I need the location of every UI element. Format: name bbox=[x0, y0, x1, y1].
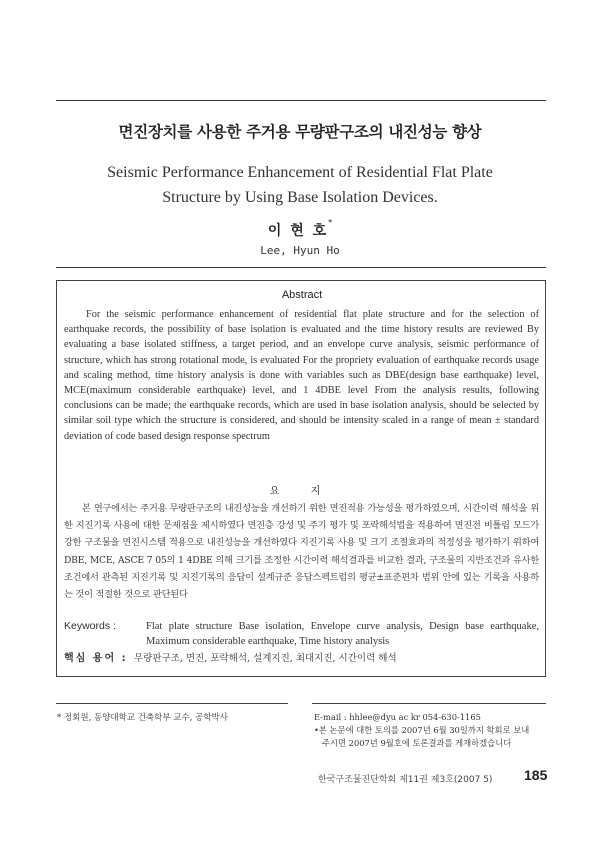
keywords-label: Keywords : bbox=[64, 620, 116, 632]
english-title-line1: Seismic Performance Enhancement of Residential Flat Plate bbox=[107, 164, 493, 181]
english-title-line2: Structure by Using Base Isolation Devices. bbox=[162, 189, 438, 206]
top-rule bbox=[56, 100, 546, 101]
author-korean bbox=[0, 220, 600, 240]
title-bottom-rule bbox=[56, 267, 546, 268]
korean-summary-body: 본 연구에서는 주거용 무량판구조의 내진성능을 개선하기 위한 면진적용 가능성을 평가하였으며, 시간이력 해석을 위한 지진기록 사용에 대한 문제점을 제시하였다 면진층 강성 및 주기 평가 및 포락해석법을 적용하여 면진전 비틀림 모드가 강한 구조물을 면진시스템 적용으로 내진성능을 개선하였다 지진기록 사용 및 크기 조절효과의 적정성을 평가하기 위하여 DBE, MCE, ASCE 7 05의 1 4DBE 의해 크기를 조정한 시간이력 해석결과를 비교한 결과, 구조물의 지반조건과 유사한 조건에서 관측된 지진기록 및 지진기록의 응답이 설계규준 응답스펙트럼의 평균±표준편차 범위 안에 있는 기록을 사용하는 것이 적절한 것으로 판단된다 bbox=[64, 503, 539, 601]
footnote-contact bbox=[314, 711, 550, 750]
page-number: 185 bbox=[524, 767, 548, 783]
footnote-note-line2: 주시면 2007년 9월호에 토론결과를 게재하겠습니다 bbox=[322, 738, 512, 748]
korean-keywords-row bbox=[64, 651, 539, 666]
korean-keywords-label: 핵심 용어 : bbox=[64, 653, 128, 664]
footnote-affiliation: * 정회원, 동양대학교 건축학부 교수, 공학박사 bbox=[57, 713, 228, 723]
korean-keywords-value: 무량판구조, 면진, 포락해석, 설계지진, 최대지진, 시간이력 해석 bbox=[134, 653, 397, 664]
korean-summary-heading: 요 지 bbox=[269, 486, 335, 497]
english-title bbox=[0, 160, 600, 210]
keywords-value: Flat plate structure Base isolation, Envelope curve analysis, Design base earthquake, Maximum considerable earthquake, Time history analysis bbox=[146, 621, 539, 647]
author-korean-name: 이 현 호 bbox=[267, 223, 329, 239]
author-english: Lee, Hyun Ho bbox=[260, 244, 340, 257]
korean-summary-text bbox=[64, 500, 539, 603]
keywords-row bbox=[64, 619, 539, 649]
abstract-heading: Abstract bbox=[281, 289, 323, 301]
abstract-text bbox=[64, 307, 539, 444]
footnote-email: E-mail : hhlee@dyu ac kr 054-630-1165 bbox=[314, 712, 481, 722]
korean-title: 면진장치를 사용한 주거용 무량판구조의 내진성능 향상 bbox=[118, 123, 482, 141]
abstract-body: For the seismic performance enhancement of residential flat plate structure and for the selection of earthquake records, the possibility of base isolation is evaluated and the time history results are reviewed By evaluating a base isolated stiffness, a target period, and an envelope curve analysis, seismic performance of structure, which has strong rotational mode, is evaluated For the propriety evaluation of earthquake records usage and scaling method, time history analysis is done with variables such as DBE(design base earthquake) level, MCE(maximum considerable earthquake) level, and 1 4DBE level From the analysis results, following conclusions can be made; the earthquake records, which are used in base isolation analysis, should be selected by similar soil type which the structure is considered, and should be intensity scaled in a range of mean ± standard deviation of code based design response spectrum bbox=[64, 309, 539, 442]
author-footnote-mark: * bbox=[328, 218, 333, 227]
abstract-box bbox=[56, 280, 546, 677]
footnote-rule-right bbox=[312, 703, 546, 704]
footnote-rule-left bbox=[56, 703, 288, 704]
journal-info: 한국구조물진단학회 제11권 제3호(2007 5) bbox=[318, 775, 493, 785]
footnote-note-line1: •본 논문에 대한 토의를 2007년 6월 30일까지 학회로 보내 bbox=[314, 725, 530, 735]
